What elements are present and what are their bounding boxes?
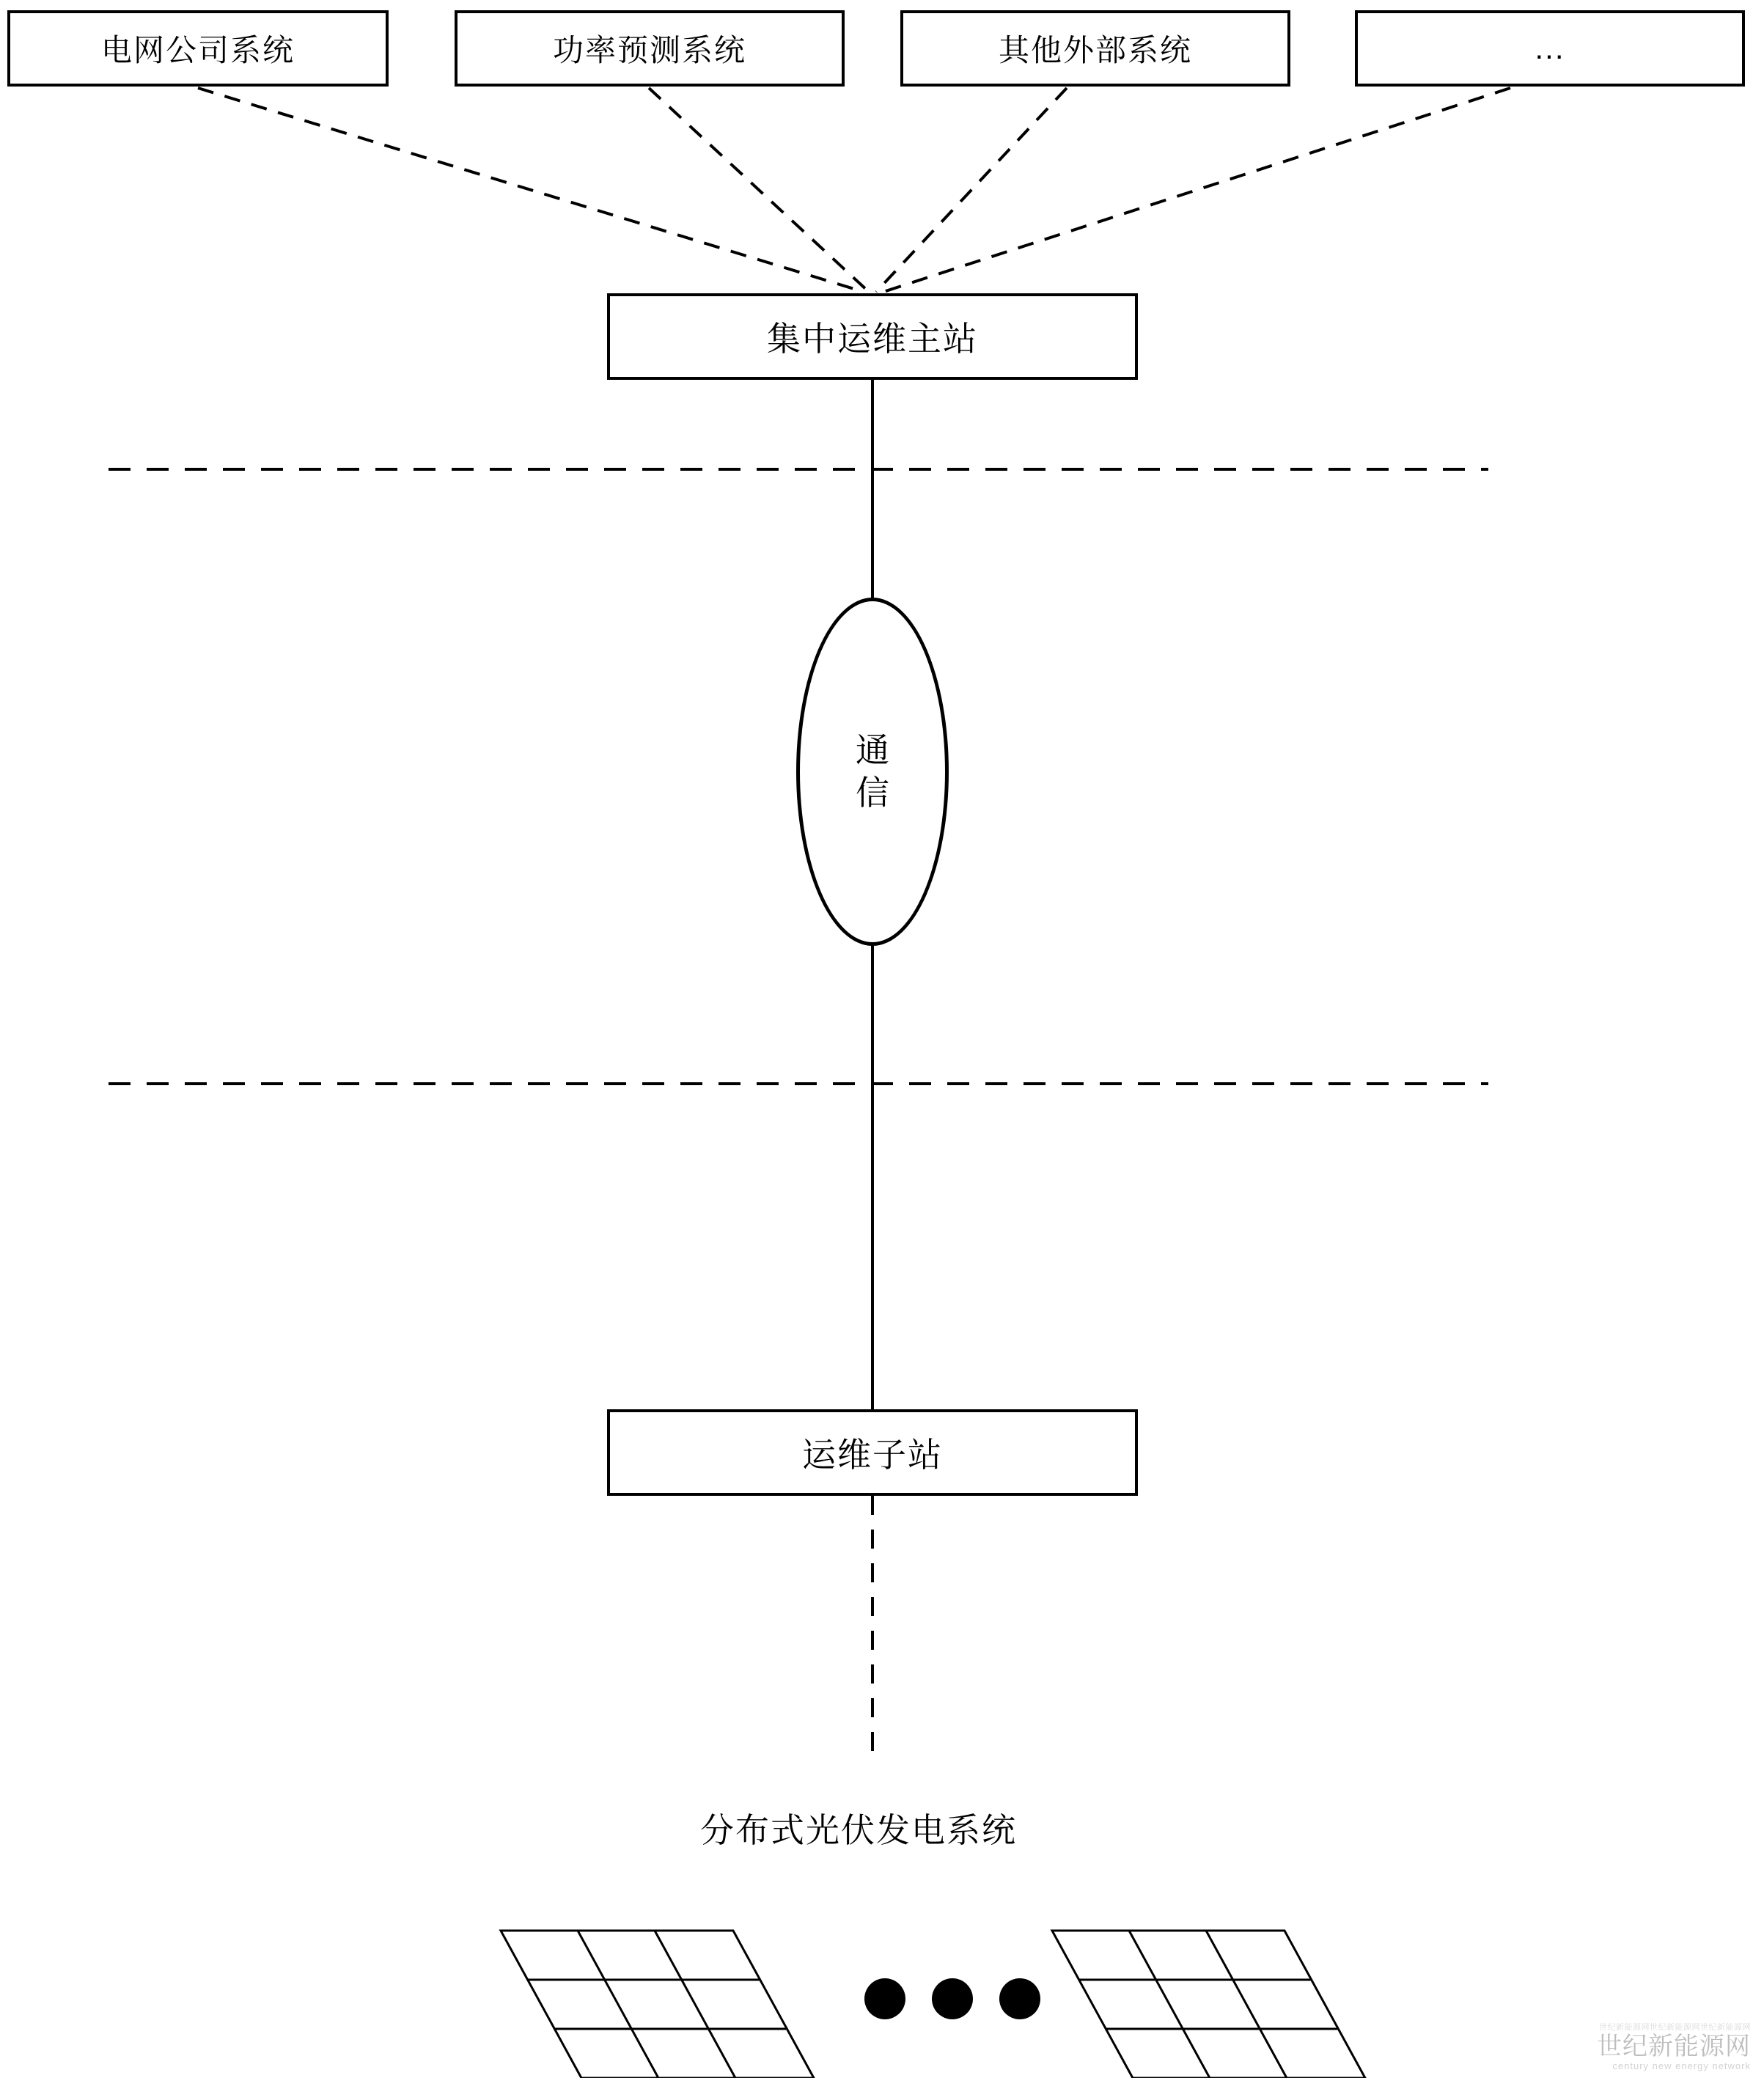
watermark-top-text: 世纪新能源网世纪新能源网世纪新能源网 bbox=[1599, 2023, 1751, 2033]
dashed-link-grid-company bbox=[198, 88, 864, 292]
external-system-label: 其他外部系统 bbox=[998, 33, 1192, 67]
dashed-link-power-forecast bbox=[649, 88, 869, 292]
external-system-label: 电网公司系统 bbox=[100, 33, 295, 67]
external-system-label: ... bbox=[1535, 31, 1565, 65]
master-station-box[interactable] bbox=[607, 293, 1138, 380]
sub-station-label: 运维子站 bbox=[802, 1436, 943, 1474]
watermark-main-text: 世纪新能源网 bbox=[1597, 2032, 1751, 2060]
dashed-link-other-external bbox=[876, 88, 1067, 292]
communication-ellipse[interactable] bbox=[796, 598, 949, 946]
external-system-box-power-forecast[interactable] bbox=[455, 10, 845, 87]
communication-label-line2: 信 bbox=[856, 773, 889, 812]
external-system-box-other-external[interactable] bbox=[900, 10, 1290, 87]
watermark-sub-text: century new energy network bbox=[1612, 2060, 1751, 2072]
watermark bbox=[1597, 2023, 1751, 2072]
pv-array-left bbox=[501, 1931, 814, 2078]
pv-array-right bbox=[1052, 1931, 1365, 2078]
sub-station-box[interactable] bbox=[607, 1409, 1138, 1496]
external-system-box-grid-company[interactable] bbox=[7, 10, 389, 87]
communication-label-line1: 通 bbox=[856, 731, 889, 769]
dashed-link-more bbox=[883, 88, 1510, 292]
pv-system-label: 分布式光伏发电系统 bbox=[700, 1811, 1017, 1849]
external-system-box-more[interactable] bbox=[1355, 10, 1745, 87]
pv-ellipsis-dots bbox=[864, 1978, 1040, 2019]
master-station-label: 集中运维主站 bbox=[767, 320, 978, 358]
external-system-label: 功率预测系统 bbox=[552, 33, 746, 67]
